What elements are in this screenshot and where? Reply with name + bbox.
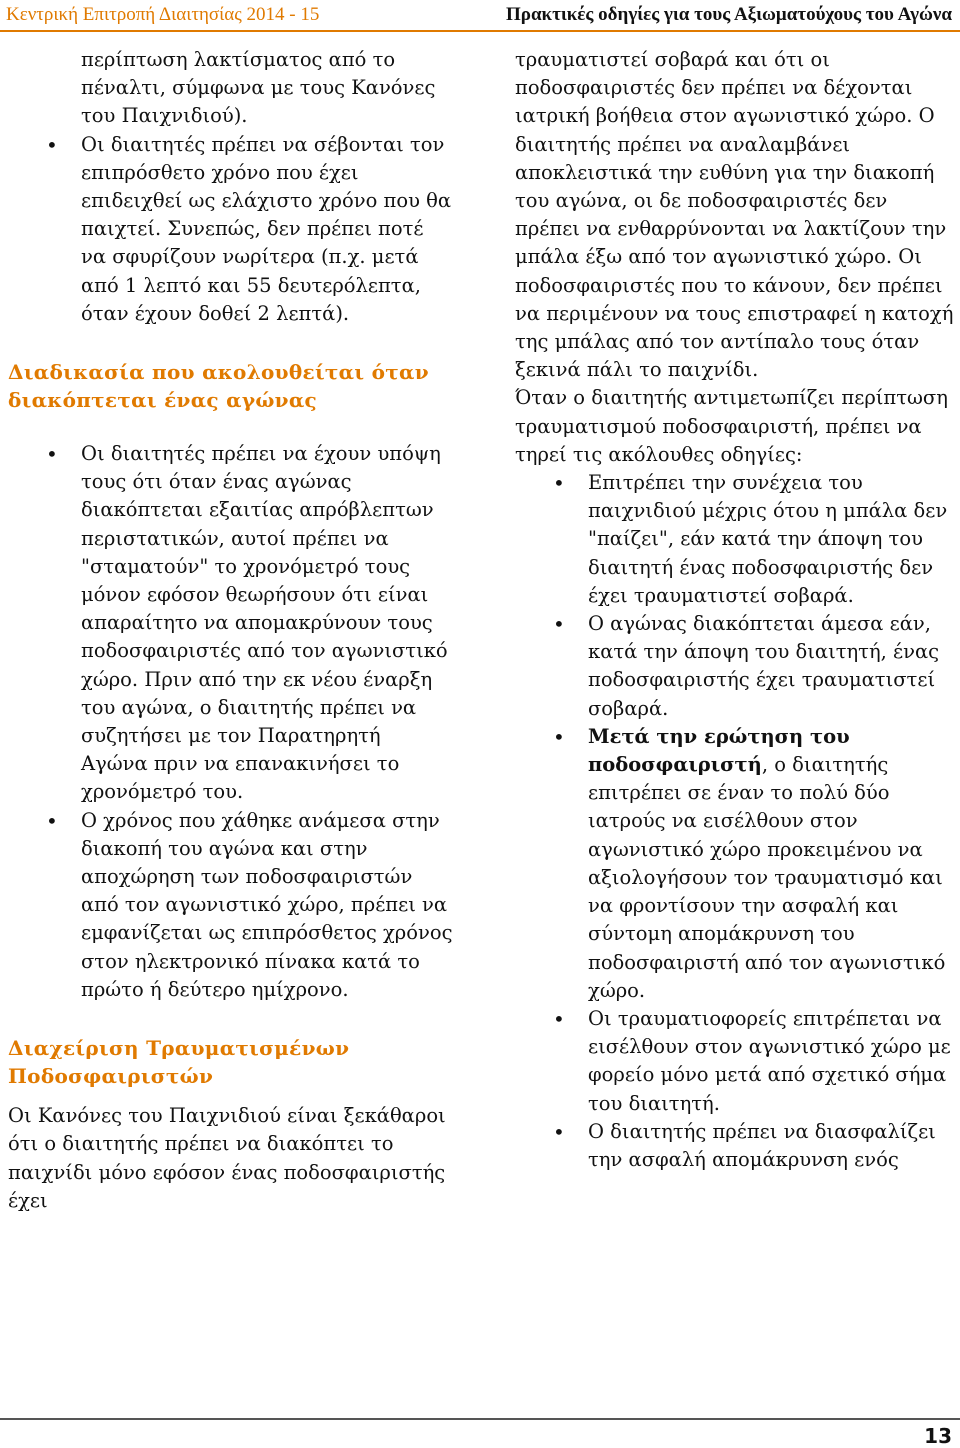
- list-item-text: Ο διαιτητής πρέπει να διασφαλίζει την ασφαλή απομάκρυνση ενός: [588, 1119, 936, 1171]
- bullet-icon: •: [553, 724, 565, 749]
- left-bullet-list-2: [8, 440, 453, 1004]
- right-column: [515, 46, 955, 1174]
- list-item-text: Επιτρέπει την συνέχεια του παιχνιδιού μέχρις ότου η μπάλα δεν "παίζει", εάν κατά την άποψη του διαιτητή ένας ποδοσφαιριστής δεν έχει τραυματιστεί σοβαρά.: [588, 471, 948, 607]
- list-item: [8, 131, 453, 328]
- intro-paragraph: Όταν ο διαιτητής αντιμετωπίζει περίπτωση τραυματισμού ποδοσφαιριστή, πρέπει να τηρεί τις ακόλουθες οδηγίες:: [515, 386, 948, 466]
- list-item-text: Οι τραυματιοφορείς επιτρέπεται να εισέλθουν στον αγωνιστικό χώρο με φορείο μόνο μετά από σχετικό σήμα του διαιτητή.: [588, 1006, 951, 1115]
- list-item: [8, 807, 453, 1004]
- list-item-text: Ο χρόνος που χάθηκε ανάμεσα στην διακοπή του αγώνα και στην αποχώρηση των ποδοσφαιριστών από τον αγωνιστικό χώρο, πρέπει να εμφανίζεται ως επιπρόσθετος χρόνος στον ηλεκτρονικό πίνακα κατά το πρώτο ή δεύτερο ημίχρονο.: [81, 808, 453, 1001]
- right-bullet-list: [515, 469, 955, 1174]
- section-heading: Διαχείριση Τραυματισμένων Ποδοσφαιριστών: [8, 1036, 350, 1089]
- header-right-title: Πρακτικές οδηγίες για τους Αξιωματούχους του Αγώνα: [506, 4, 952, 25]
- list-item: [515, 610, 955, 723]
- list-item: [8, 440, 453, 807]
- bullet-icon: •: [553, 612, 565, 637]
- list-item-text: Οι διαιτητές πρέπει να σέβονται τον επιπρόσθετο χρόνο που έχει επιδειχθεί ως ελάχιστο χρόνο που θα παιχτεί. Συνεπώς, δεν πρέπει ποτέ να σφυρίζουν νωρίτερα (π.χ. μετά από 1 λεπτό και 55 δευτερόλεπτα, όταν έχουν δοθεί 2 λεπτά).: [81, 132, 452, 325]
- list-item-text: Οι διαιτητές πρέπει να έχουν υπόψη τους ότι όταν ένας αγώνας διακόπτεται εξαιτίας απρόβλεπτων περιστατικών, αυτοί πρέπει να "σταματούν" το χρονόμετρό τους μόνον εφόσον θεωρήσουν ότι είναι απαραίτητο να απομακρύνουν τους ποδοσφαιριστές από τον αγωνιστικό χώρο. Πριν από την εκ νέου έναρξη του αγώνα, ο διαιτητής πρέπει να συζητήσει με τον Παρατηρητή Αγώνα πριν να επανακινήσει το χρονόμετρό του.: [81, 442, 448, 804]
- footer-rule: [0, 1418, 960, 1420]
- page-header: [0, 0, 960, 30]
- bullet-icon: •: [553, 471, 565, 496]
- left-bullet-list-1: [8, 131, 453, 328]
- left-continued-text: περίπτωση λακτίσματος από το πέναλτι, σύμφωνα με τους Κανόνες του Παιχνιδιού).: [81, 48, 436, 128]
- list-item-bold-text: Μετά την ερώτηση του ποδοσφαιριστή: [588, 724, 850, 777]
- left-column: [8, 46, 453, 1215]
- bullet-icon: •: [46, 808, 58, 833]
- right-continued-text: τραυματιστεί σοβαρά και ότι οι ποδοσφαιριστές δεν πρέπει να δέχονται ιατρική βοήθεια στον αγωνιστικό χώρο. Ο διαιτητής πρέπει να αναλαμβάνει αποκλειστικά την ευθύνη για την διακοπή του αγώνα, οι δε ποδοσφαιριστές δεν πρέπει να ενθαρρύνονται να λακτίζουν την μπάλα έξω από τον αγωνιστικό χώρο. Οι ποδοσφαιριστές που το κάνουν, δεν πρέπει να περιμένουν να τους επιστραφεί η κατοχή της μπάλας από τον αντίπαλο τους όταν ξεκινά πάλι το παιχνίδι.: [515, 48, 954, 382]
- bullet-icon: •: [553, 1006, 565, 1031]
- header-left-title: Κεντρική Επιτροπή Διαιτησίας 2014 - 15: [6, 4, 320, 25]
- list-item: [515, 723, 955, 1005]
- list-item-text: Ο αγώνας διακόπτεται άμεσα εάν, κατά την άποψη του διαιτητή, ένας ποδοσφαιριστής έχει τραυματιστεί σοβαρά.: [588, 612, 940, 720]
- section-heading: Διαδικασία που ακολουθείται όταν διακόπτεται ένας αγώνας: [8, 360, 429, 413]
- bullet-icon: •: [46, 132, 58, 157]
- header-rule: [0, 30, 960, 32]
- bullet-icon: •: [46, 442, 58, 467]
- page-number: 13: [924, 1424, 952, 1448]
- list-item: [515, 1118, 955, 1174]
- body-paragraph: Οι Κανόνες του Παιχνιδιού είναι ξεκάθαροι ότι ο διαιτητής πρέπει να διακόπτει το παιχνίδι μόνο εφόσον ένας ποδοσφαιριστής έχει: [8, 1104, 446, 1212]
- list-item: [515, 1005, 955, 1118]
- bullet-icon: •: [553, 1119, 565, 1144]
- list-item-text: , ο διαιτητής επιτρέπει σε έναν το πολύ δύο ιατρούς να εισέλθουν στον αγωνιστικό χώρο προκειμένου να αξιολογήσουν τον τραυματισμό και να φροντίσουν την ασφαλή και σύντομη απομάκρυνση του ποδοσφαιριστή από τον αγωνιστικό χώρο.: [588, 753, 946, 1002]
- list-item: [515, 469, 955, 610]
